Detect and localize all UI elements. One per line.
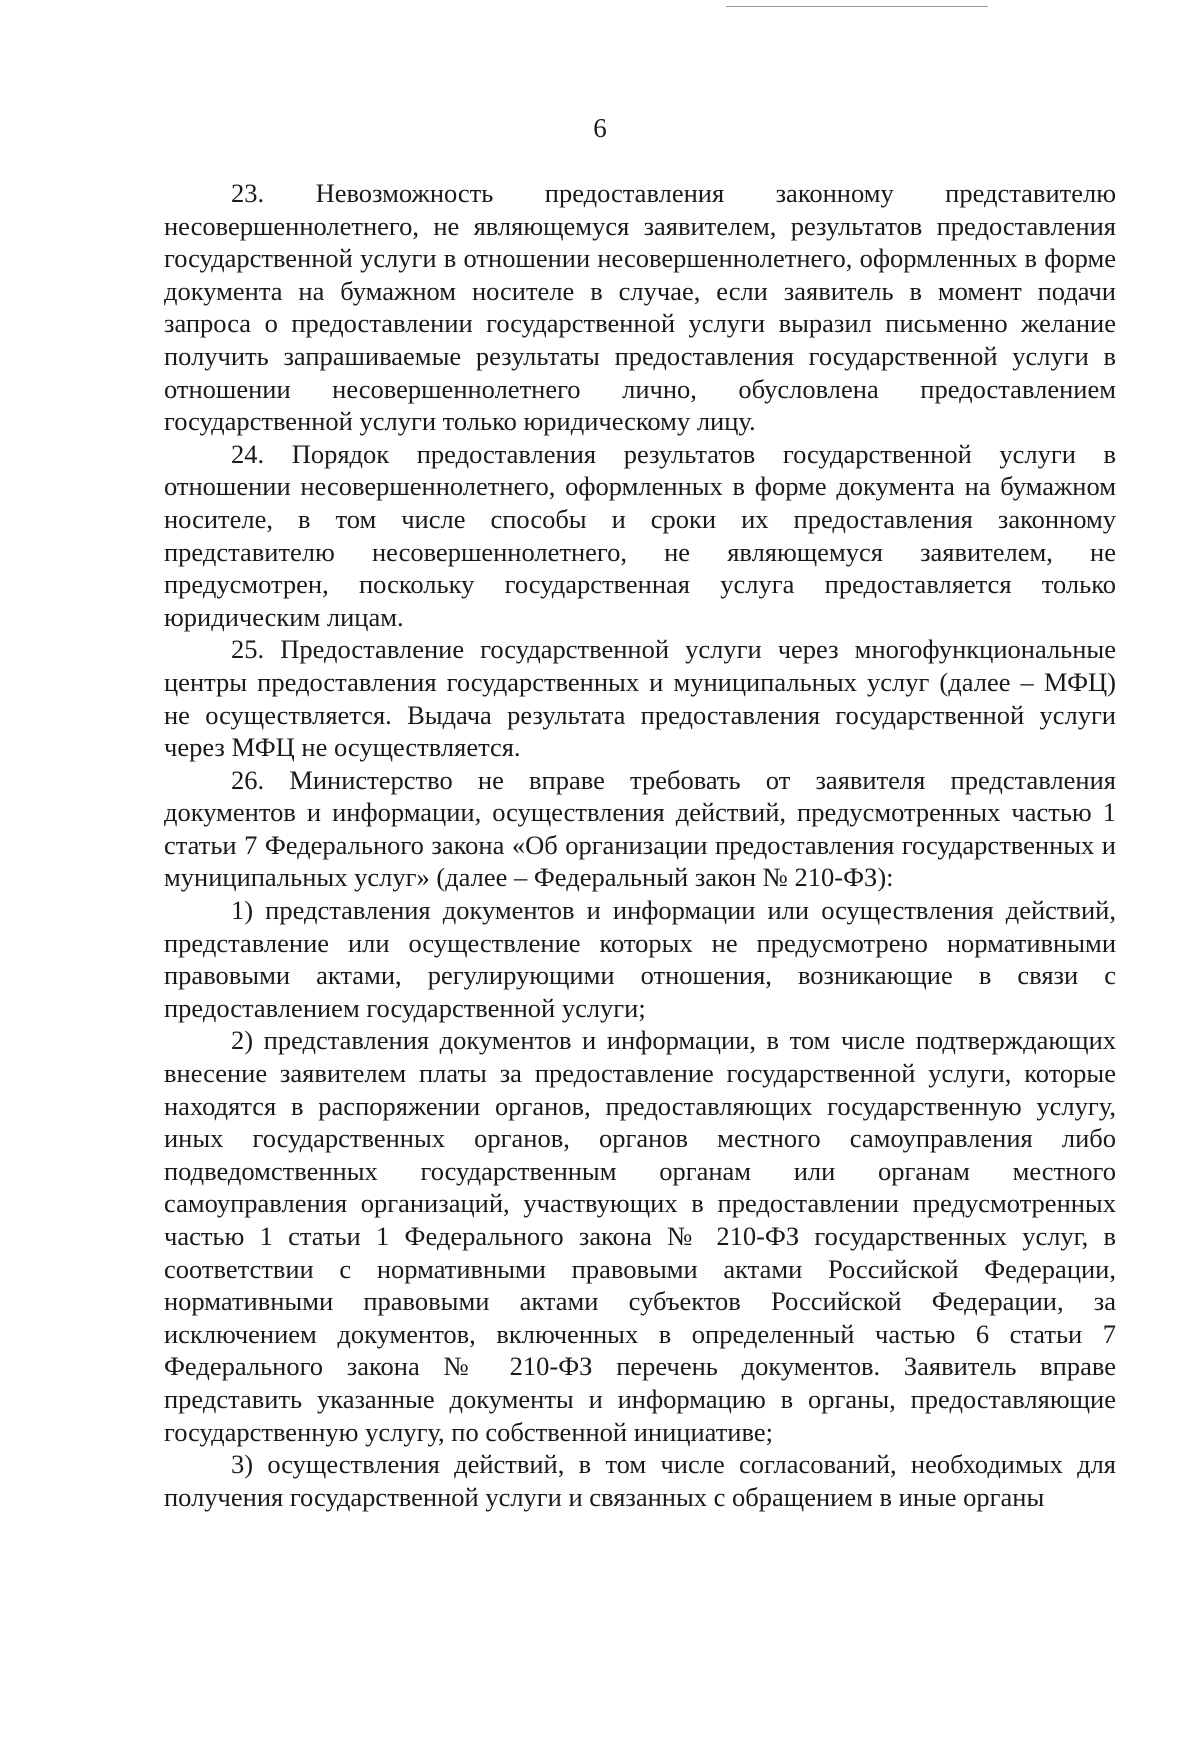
paragraph-23: 23. Невозможность предоставления законному представителю несовершеннолетнего, не являющемуся заявителем, результатов предоставления государственной услуги в отношении несовершеннолетнего, оформленных в форме документа на бумажном носителе в случае, если заявитель в момент подачи запроса о предоставлении государственной услуги выразил письменно желание получить запрашиваемые результаты предоставления государственной услуги в отношении несовершеннолетнего лично, обусловлена предоставлением государственной услуги только юридическому лицу. bbox=[164, 178, 1116, 437]
document-body bbox=[164, 177, 1116, 1513]
list-item-1: 1) представления документов и информации или осуществления действий, представление или осуществление которых не предусмотрено нормативными правовыми актами, регулирующими отношения, возникающие в связи с предоставлением государственной услуги; bbox=[164, 895, 1116, 1023]
paragraph-25: 25. Предоставление государственной услуги через многофункциональные центры предоставления государственных и муниципальных услуг (далее – МФЦ) не осуществляется. Выдача результата предоставления государственной услуги через МФЦ не осуществляется. bbox=[164, 634, 1116, 763]
page-number: 6 bbox=[593, 113, 607, 143]
list-item-3: 3) осуществления действий, в том числе согласований, необходимых для получения государственной услуги и связанных с обращением в иные органы bbox=[164, 1449, 1116, 1512]
top-rule bbox=[726, 6, 988, 7]
list-item-2: 2) представления документов и информации, в том числе подтверждающих внесение заявителем платы за предоставление государственной услуги, которые находятся в распоряжении органов, предоставляющих государственную услугу, иных государственных органов, органов местного самоуправления либо подведомственных государственным органам или органам местного самоуправления организаций, участвующих в предоставлении предусмотренных частью 1 статьи 1 Федерального закона № 210-ФЗ государственных услуг, в соответствии с нормативными правовыми актами Российской Федерации, нормативными правовыми актами субъектов Российской Федерации, за исключением документов, включенных в определенный частью 6 статьи 7 Федерального закона № 210-ФЗ перечень документов. Заявитель вправе представить указанные документы и информацию в органы, предоставляющие государственную услугу, по собственной инициативе; bbox=[164, 1025, 1116, 1447]
paragraph-24: 24. Порядок предоставления результатов государственной услуги в отношении несовершеннолетнего, оформленных в форме документа на бумажном носителе, в том числе способы и сроки их предоставления законному представителю несовершеннолетнего, не являющемуся заявителем, не предусмотрен, поскольку государственная услуга предоставляется только юридическим лицам. bbox=[164, 438, 1116, 632]
paragraph-26: 26. Министерство не вправе требовать от заявителя представления документов и информации, осуществления действий, предусмотренных частью 1 статьи 7 Федерального закона «Об организации предоставления государственных и муниципальных услуг» (далее – Федеральный закон № 210-ФЗ): bbox=[164, 764, 1116, 893]
